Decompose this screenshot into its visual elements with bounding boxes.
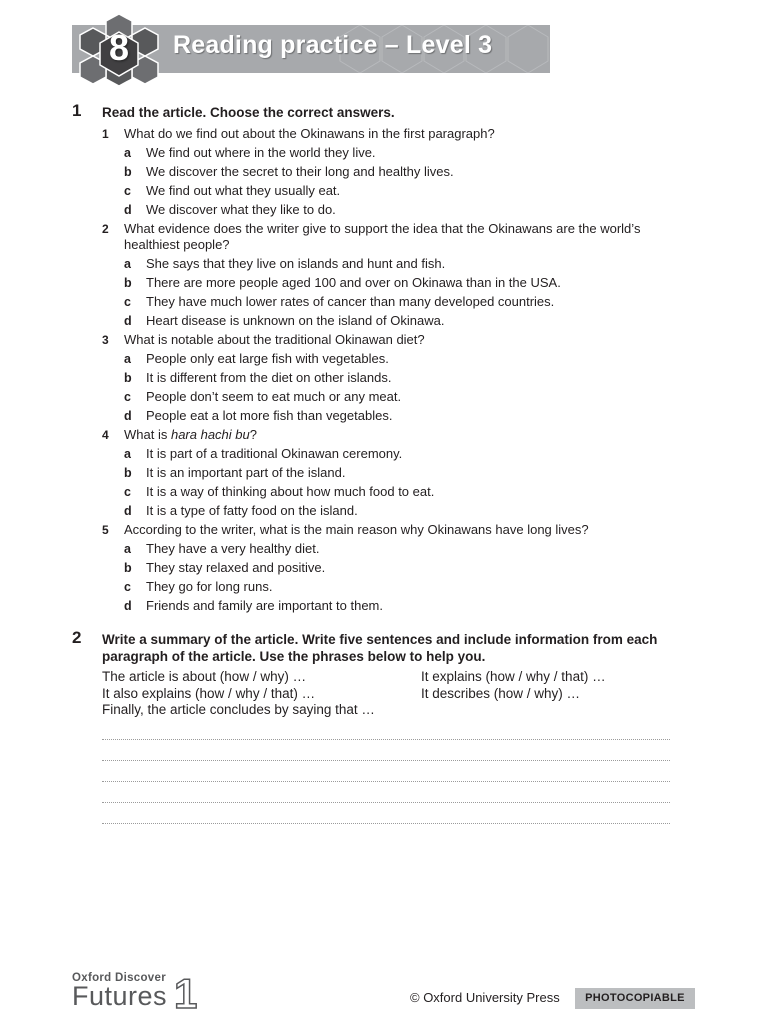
question-number: 3: [102, 332, 109, 347]
option-text: Friends and family are important to them.: [146, 597, 383, 613]
option-text: There are more people aged 100 and over on Okinawa than in the USA.: [146, 274, 561, 290]
option-letter: b: [124, 465, 132, 480]
question: [102, 330, 672, 425]
option-text: We discover the secret to their long and healthy lives.: [146, 163, 454, 179]
writing-line[interactable]: [102, 802, 670, 803]
answer-option[interactable]: [124, 444, 672, 463]
answer-option[interactable]: [124, 406, 672, 425]
exercise-number: 2: [72, 628, 82, 647]
answer-option[interactable]: [124, 273, 672, 292]
writing-line[interactable]: [102, 823, 670, 824]
option-letter: b: [124, 275, 132, 290]
option-text: They have a very healthy diet.: [146, 540, 320, 556]
option-letter: c: [124, 484, 131, 499]
question-text-suffix: ?: [249, 426, 257, 442]
unit-number: 8: [108, 27, 130, 68]
option-letter: d: [124, 202, 132, 217]
page-title: Reading practice – Level 3: [173, 31, 493, 59]
question-text: What do we find out about the Okinawans in the first paragraph?: [124, 125, 495, 141]
option-letter: c: [124, 579, 131, 594]
exercise-number: 1: [72, 101, 82, 120]
question-number: 2: [102, 221, 109, 236]
writing-area[interactable]: [102, 739, 670, 844]
answer-option[interactable]: [124, 368, 672, 387]
option-letter: a: [124, 145, 131, 160]
answer-option[interactable]: [124, 539, 672, 558]
option-letter: d: [124, 598, 132, 613]
option-text: People eat a lot more fish than vegetables.: [146, 407, 393, 423]
option-text: People only eat large fish with vegetables.: [146, 350, 389, 366]
option-text: We discover what they like to do.: [146, 201, 336, 217]
option-text: We find out what they usually eat.: [146, 182, 341, 198]
question-number: 4: [102, 427, 109, 442]
writing-line[interactable]: [102, 760, 670, 761]
logo-level-number: 1: [174, 970, 198, 1017]
answer-option[interactable]: [124, 143, 672, 162]
option-letter: a: [124, 446, 131, 461]
photocopiable-badge: PHOTOCOPIABLE: [575, 988, 695, 1009]
answer-option[interactable]: [124, 501, 672, 520]
answer-option[interactable]: [124, 181, 672, 200]
option-letter: a: [124, 351, 131, 366]
option-letter: b: [124, 164, 132, 179]
option-letter: c: [124, 183, 131, 198]
exercise-instruction: Write a summary of the article. Write five sentences and include information from each paragraph of the article. Use the phrases below to help you.: [102, 632, 658, 664]
phrase: Finally, the article concludes by saying that …: [102, 702, 375, 717]
option-text: It is part of a traditional Okinawan ceremony.: [146, 445, 403, 461]
question-list: [102, 124, 672, 615]
brand-logo: [72, 970, 198, 1017]
exercise-instruction: Read the article. Choose the correct answers.: [102, 105, 395, 120]
answer-option[interactable]: [124, 292, 672, 311]
option-letter: a: [124, 256, 131, 271]
logo-small-text: Oxford Discover: [72, 972, 166, 984]
option-text: It is a way of thinking about how much food to eat.: [146, 483, 435, 499]
option-text: It is an important part of the island.: [146, 464, 346, 480]
option-letter: d: [124, 503, 132, 518]
writing-line[interactable]: [102, 739, 670, 740]
option-letter: d: [124, 313, 132, 328]
answer-option[interactable]: [124, 200, 672, 219]
question: [102, 425, 672, 520]
copyright-text: © Oxford University Press: [410, 990, 560, 1005]
question-text: What is notable about the traditional Okinawan diet?: [124, 331, 425, 347]
question-text: [124, 427, 672, 443]
phrase: It also explains (how / why / that) …: [102, 685, 316, 701]
question-number: 1: [102, 126, 109, 141]
question: [102, 124, 672, 219]
phrase: It describes (how / why) …: [421, 685, 581, 701]
option-letter: c: [124, 389, 131, 404]
phrase: It explains (how / why / that) …: [421, 669, 606, 684]
option-letter: b: [124, 560, 132, 575]
answer-option[interactable]: [124, 482, 672, 501]
option-letter: d: [124, 408, 132, 423]
question-text: According to the writer, what is the main reason why Okinawans have long lives?: [124, 521, 589, 537]
answer-option[interactable]: [124, 162, 672, 181]
phrase-box: [102, 669, 672, 719]
question-number: 5: [102, 522, 109, 537]
writing-line[interactable]: [102, 781, 670, 782]
question: [102, 520, 672, 615]
phrase: The article is about (how / why) …: [102, 669, 307, 684]
option-text: We find out where in the world they live.: [146, 144, 376, 160]
answer-option[interactable]: [124, 311, 672, 330]
option-text: They stay relaxed and positive.: [146, 559, 326, 575]
option-text: They have much lower rates of cancer than many developed countries.: [146, 293, 555, 309]
answer-option[interactable]: [124, 596, 672, 615]
answer-option[interactable]: [124, 577, 672, 596]
question-text-prefix: What is: [124, 426, 171, 442]
answer-option[interactable]: [124, 349, 672, 368]
option-text: It is a type of fatty food on the island.: [146, 502, 358, 518]
answer-option[interactable]: [124, 254, 672, 273]
question: [102, 219, 672, 330]
question-text: What evidence does the writer give to support the idea that the Okinawans are the world’s healthiest people?: [124, 220, 641, 252]
answer-option[interactable]: [124, 463, 672, 482]
option-text: They go for long runs.: [146, 578, 273, 594]
question-text-italic: hara hachi bu: [170, 426, 250, 442]
option-text: She says that they live on islands and hunt and fish.: [146, 255, 446, 271]
option-text: Heart disease is unknown on the island of Okinawa.: [146, 312, 445, 328]
option-text: People don’t seem to eat much or any meat.: [146, 388, 402, 404]
option-letter: b: [124, 370, 132, 385]
answer-option[interactable]: [124, 387, 672, 406]
option-letter: a: [124, 541, 131, 556]
answer-option[interactable]: [124, 558, 672, 577]
option-text: It is different from the diet on other islands.: [146, 369, 392, 385]
logo-big-text: Futures: [72, 981, 168, 1011]
option-letter: c: [124, 294, 131, 309]
